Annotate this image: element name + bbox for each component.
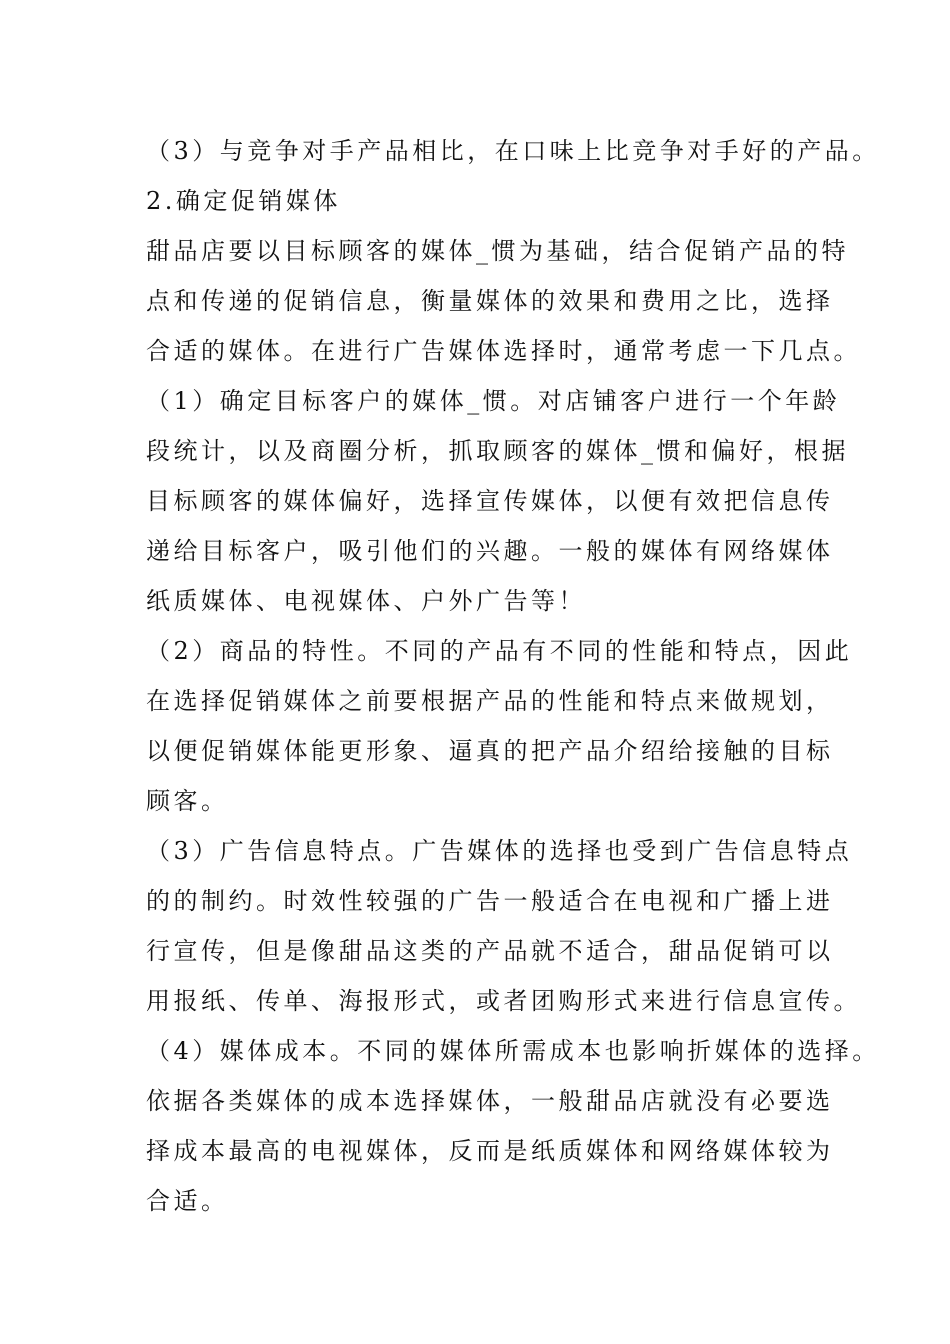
text-line: （4）媒体成本。不同的媒体所需成本也影响折媒体的选择。 <box>146 1037 880 1065</box>
text-line: 段统计，以及商圈分析，抓取顾客的媒体_惯和偏好，根据 <box>146 437 849 465</box>
text-line: 依据各类媒体的成本选择媒体，一般甜品店就没有必要选 <box>146 1087 834 1115</box>
text-line: 合适。 <box>146 1187 229 1215</box>
text-line: 的的制约。时效性较强的广告一般适合在电视和广播上进 <box>146 887 834 915</box>
text-line: 点和传递的促销信息，衡量媒体的效果和费用之比，选择 <box>146 287 834 315</box>
text-line: （1）确定目标客户的媒体_惯。对店铺客户进行一个年龄 <box>146 387 841 415</box>
text-line: 择成本最高的电视媒体，反而是纸质媒体和网络媒体较为 <box>146 1137 834 1165</box>
text-line: 目标顾客的媒体偏好，选择宣传媒体，以便有效把信息传 <box>146 487 834 515</box>
text-line: 行宣传，但是像甜品这类的产品就不适合，甜品促销可以 <box>146 937 834 965</box>
text-line: （3）与竞争对手产品相比，在口味上比竞争对手好的产品。 <box>146 137 880 165</box>
text-line: 合适的媒体。在进行广告媒体选择时，通常考虑一下几点。 <box>146 337 861 365</box>
text-line: 在选择促销媒体之前要根据产品的性能和特点来做规划， <box>146 687 834 715</box>
text-line: （3）广告信息特点。广告媒体的选择也受到广告信息特点 <box>146 837 853 865</box>
section-heading: 2.确定促销媒体 <box>146 187 341 215</box>
text-line: 递给目标客户，吸引他们的兴趣。一般的媒体有网络媒体 <box>146 537 834 565</box>
text-line: 甜品店要以目标顾客的媒体_惯为基础，结合促销产品的特 <box>146 237 849 265</box>
text-line: 以便促销媒体能更形象、逼真的把产品介绍给接触的目标 <box>146 737 834 765</box>
text-line: 纸质媒体、电视媒体、户外广告等！ <box>146 587 586 615</box>
text-line: 顾客。 <box>146 787 229 815</box>
text-line: （2）商品的特性。不同的产品有不同的性能和特点，因此 <box>146 637 853 665</box>
text-line: 用报纸、传单、海报形式，或者团购形式来进行信息宣传。 <box>146 987 861 1015</box>
